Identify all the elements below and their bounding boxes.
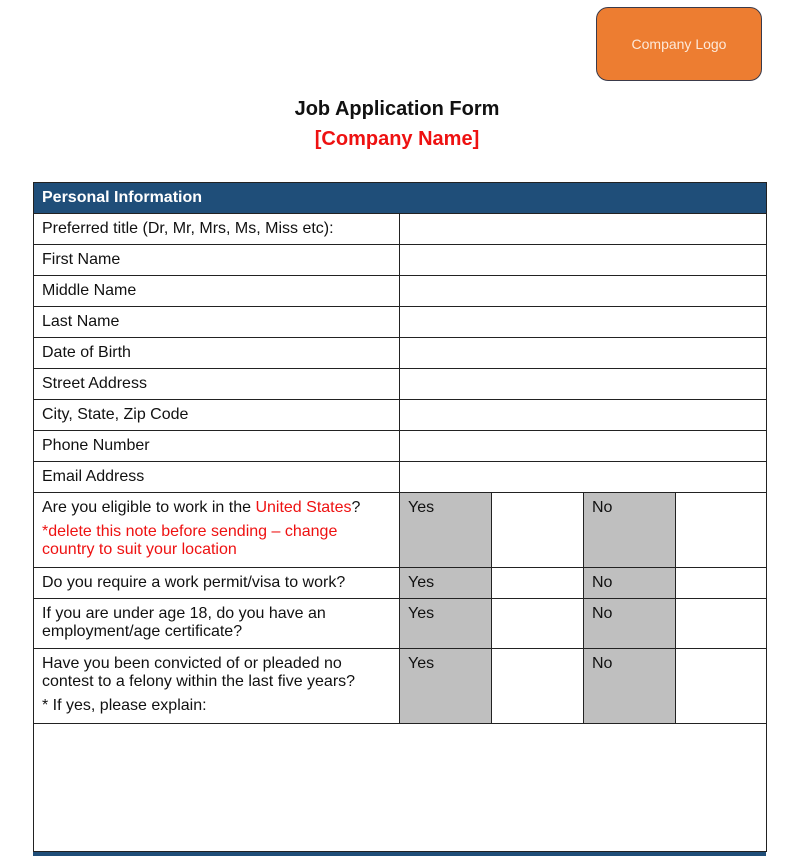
field-label: Email Address <box>34 462 400 493</box>
company-logo: Company Logo <box>596 7 762 81</box>
yes-label: Yes <box>400 649 492 724</box>
no-answer[interactable] <box>676 649 767 724</box>
no-label: No <box>584 599 676 649</box>
yes-answer[interactable] <box>492 568 584 599</box>
note: *delete this note before sending – change country to suit your location <box>42 523 338 558</box>
company-name: [Company Name] <box>314 128 480 150</box>
question-text: Have you been convicted of or pleaded no contest to a felony within the last five years? <box>42 655 356 690</box>
yes-answer[interactable] <box>492 599 584 649</box>
field-input[interactable] <box>400 214 767 245</box>
field-input[interactable] <box>400 307 767 338</box>
question-text: ? <box>351 499 361 516</box>
yes-answer[interactable] <box>492 493 584 568</box>
yes-label: Yes <box>400 493 492 568</box>
field-label: Middle Name <box>34 276 400 307</box>
page-title: Job Application Form <box>294 98 500 120</box>
no-label: No <box>584 493 676 568</box>
no-label: No <box>584 649 676 724</box>
field-input[interactable] <box>400 400 767 431</box>
field-input[interactable] <box>400 276 767 307</box>
question-permit: Do you require a work permit/visa to work? <box>34 568 400 599</box>
field-label: Street Address <box>34 369 400 400</box>
explain-label: * If yes, please explain: <box>42 697 207 714</box>
yes-label: Yes <box>400 568 492 599</box>
no-answer[interactable] <box>676 568 767 599</box>
no-answer[interactable] <box>676 493 767 568</box>
field-label: Date of Birth <box>34 338 400 369</box>
field-input[interactable] <box>400 338 767 369</box>
field-label: First Name <box>34 245 400 276</box>
no-label: No <box>584 568 676 599</box>
question-felony <box>34 649 400 724</box>
explain-textarea[interactable] <box>34 724 767 852</box>
country-name: United States <box>255 499 352 516</box>
yes-answer[interactable] <box>492 649 584 724</box>
question-text: Are you eligible to work in the <box>42 499 256 516</box>
question-eligible <box>34 493 400 568</box>
question-age: If you are under age 18, do you have an employment/age certificate? <box>34 599 400 649</box>
next-section-header <box>33 852 766 856</box>
field-label: Last Name <box>34 307 400 338</box>
field-input[interactable] <box>400 431 767 462</box>
field-label: Phone Number <box>34 431 400 462</box>
field-label: City, State, Zip Code <box>34 400 400 431</box>
yes-label: Yes <box>400 599 492 649</box>
no-answer[interactable] <box>676 599 767 649</box>
application-form-table <box>33 182 767 852</box>
field-input[interactable] <box>400 369 767 400</box>
field-label: Preferred title (Dr, Mr, Mrs, Ms, Miss etc): <box>34 214 400 245</box>
field-input[interactable] <box>400 462 767 493</box>
field-input[interactable] <box>400 245 767 276</box>
section-header: Personal Information <box>34 183 767 214</box>
